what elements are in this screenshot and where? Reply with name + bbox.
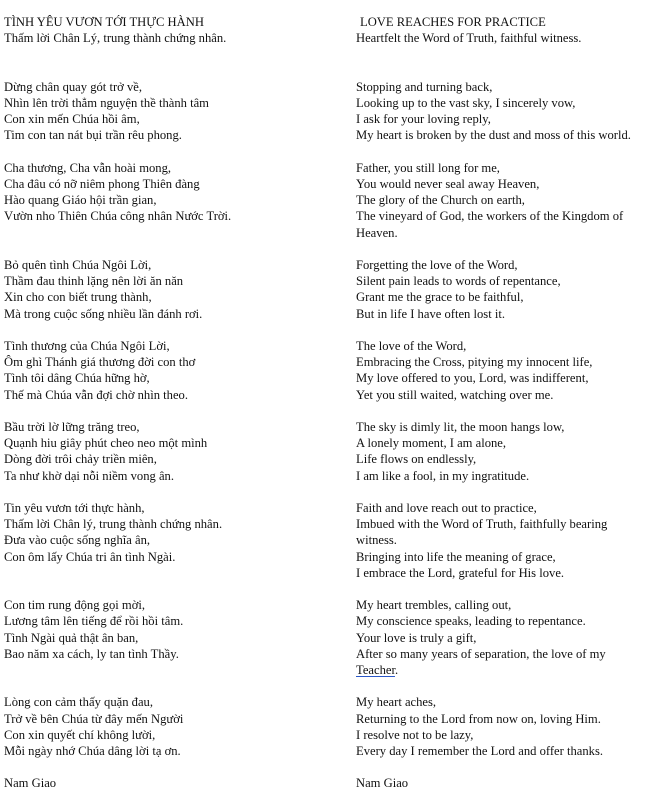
verse-line: My heart aches, bbox=[356, 695, 437, 710]
verse-line: My heart is broken by the dust and moss of this world. bbox=[356, 128, 631, 143]
verse-line: Stopping and turning back, bbox=[356, 79, 493, 94]
teacher-punct: . bbox=[394, 663, 399, 678]
verse-line: My love offered to you, Lord, was indifferent, bbox=[356, 371, 589, 386]
verse-line: The vineyard of God, the workers of the Kingdom of bbox=[356, 209, 624, 224]
verse-line: Bầu trời lờ lững trăng treo, bbox=[4, 420, 140, 434]
verse-line: Ta như khờ dại nỗi niềm vong ân. bbox=[4, 468, 174, 483]
verse-line: Embracing the Cross, pitying my innocent life, bbox=[356, 355, 593, 370]
verse-line: Dừng chân quay gót trở về, bbox=[4, 79, 142, 94]
vi-stanza-3 bbox=[4, 257, 344, 322]
verse-line: Mỗi ngày nhớ Chúa dâng lời tạ ơn. bbox=[4, 744, 181, 759]
en-stanza-2 bbox=[356, 160, 668, 241]
verse-line: Thầm đau thinh lặng nên lời ăn năn bbox=[4, 274, 184, 289]
verse-line: Thấm lời Chân lý, trung thành chứng nhân. bbox=[4, 517, 223, 532]
en-stanza-1 bbox=[356, 79, 668, 144]
verse-line: Con tim rung động gọi mời, bbox=[4, 598, 145, 613]
verse-line: Ôm ghì Thánh giá thương đời con thơ bbox=[4, 355, 196, 370]
verse-line: Your love is truly a gift, bbox=[356, 630, 477, 645]
verse-line: Heaven. bbox=[356, 225, 398, 240]
vi-stanza-1 bbox=[4, 79, 344, 144]
verse-line: My heart trembles, calling out, bbox=[356, 598, 512, 613]
verse-line: Silent pain leads to words of repentance, bbox=[356, 274, 561, 289]
verse-line: Forgetting the love of the Word, bbox=[356, 258, 518, 272]
vietnamese-column bbox=[4, 14, 344, 792]
verse-line: The sky is dimly lit, the moon hangs low, bbox=[356, 420, 565, 434]
verse-line: Tin yêu vươn tới thực hành, bbox=[4, 501, 145, 515]
verse-line: You would never seal away Heaven, bbox=[356, 177, 540, 191]
verse-line: Thế mà Chúa vẫn đợi chờ nhìn theo. bbox=[4, 387, 188, 402]
english-column bbox=[356, 14, 668, 792]
vi-stanza-2 bbox=[4, 160, 344, 225]
en-stanza-7 bbox=[356, 597, 668, 678]
verse-line: witness. bbox=[356, 533, 397, 548]
verse-line: Mà trong cuộc sống nhiều lần đánh rơi. bbox=[4, 306, 203, 321]
teacher-word: Teacher bbox=[356, 663, 395, 678]
en-stanza-4 bbox=[356, 338, 668, 403]
verse-line: Grant me the grace to be faithful, bbox=[356, 290, 524, 305]
verse-line: Dòng đời trôi chảy triền miên, bbox=[4, 452, 157, 467]
verse-line: Tình thương của Chúa Ngôi Lời, bbox=[4, 339, 170, 353]
verse-line: But in life I have often lost it. bbox=[356, 306, 505, 321]
verse-line: Lòng con cảm thấy quặn đau, bbox=[4, 695, 153, 710]
verse-line: Every day I remember the Lord and offer thanks. bbox=[356, 744, 603, 759]
en-title: LOVE REACHES FOR PRACTICE bbox=[360, 15, 546, 29]
en-stanza-8 bbox=[356, 694, 668, 759]
verse-line: Yet you still waited, watching over me. bbox=[356, 387, 554, 402]
verse-line: Xin cho con biết trung thành, bbox=[4, 290, 152, 305]
verse-line: Cha thương, Cha vẫn hoài mong, bbox=[4, 160, 172, 175]
verse-line: Đưa vào cuộc sống nghĩa ân, bbox=[4, 533, 151, 548]
en-stanza-3 bbox=[356, 257, 668, 322]
verse-line: I resolve not to be lazy, bbox=[356, 727, 474, 742]
vi-stanza-8 bbox=[4, 694, 344, 759]
vi-stanza-5 bbox=[4, 419, 344, 484]
verse-line: Bao năm xa cách, ly tan tình Thầy. bbox=[4, 646, 179, 661]
en-stanza-5 bbox=[356, 419, 668, 484]
verse-line: Tình Ngài quả thật ân ban, bbox=[4, 630, 139, 645]
verse-line: Tình tôi dâng Chúa hững hờ, bbox=[4, 371, 150, 386]
verse-line: The glory of the Church on earth, bbox=[356, 193, 525, 208]
verse-line: Con xin quyết chí không lười, bbox=[4, 727, 156, 742]
verse-line: The love of the Word, bbox=[356, 339, 467, 353]
vi-title: TÌNH YÊU VƯƠN TỚI THỰC HÀNH bbox=[4, 15, 204, 29]
verse-line: A lonely moment, I am alone, bbox=[356, 436, 507, 451]
verse-line: Con xin mến Chúa hồi âm, bbox=[4, 112, 140, 127]
verse-line: My conscience speaks, leading to repentance. bbox=[356, 614, 586, 629]
verse-line: Quạnh hiu giây phút cheo neo một mình bbox=[4, 436, 208, 451]
verse-line: I embrace the Lord, grateful for His love. bbox=[356, 565, 565, 580]
verse-line: Father, you still long for me, bbox=[356, 160, 500, 175]
en-stanza-6 bbox=[356, 500, 668, 581]
verse-line: Con ôm lấy Chúa tri ân tình Ngài. bbox=[4, 549, 176, 564]
vi-stanza-4 bbox=[4, 338, 344, 403]
verse-line: Nhìn lên trời thẳm nguyện thề thành tâm bbox=[4, 96, 209, 110]
verse-line: After so many years of separation, the love of my bbox=[356, 646, 606, 661]
en-author: Nam Giao bbox=[356, 776, 409, 791]
vi-subtitle: Thấm lời Chân Lý, trung thành chứng nhân. bbox=[4, 31, 227, 46]
verse-line: Tim con tan nát bụi trần rêu phong. bbox=[4, 128, 182, 143]
verse-line: Lương tâm lên tiếng để rồi hồi tâm. bbox=[4, 614, 184, 629]
verse-line: Faith and love reach out to practice, bbox=[356, 501, 537, 515]
verse-line-teacher bbox=[356, 662, 668, 678]
verse-line: Imbued with the Word of Truth, faithfully bearing bbox=[356, 517, 608, 532]
verse-line: Life flows on endlessly, bbox=[356, 452, 477, 467]
verse-line: Looking up to the vast sky, I sincerely vow, bbox=[356, 96, 576, 110]
vi-author: Nam Giao bbox=[4, 776, 57, 791]
verse-line: Trở về bên Chúa từ đây mến Người bbox=[4, 711, 184, 726]
verse-line: Bỏ quên tình Chúa Ngôi Lời, bbox=[4, 258, 152, 272]
verse-line: Returning to the Lord from now on, loving Him. bbox=[356, 711, 601, 726]
verse-line: Cha đâu có nỡ niêm phong Thiên đàng bbox=[4, 177, 200, 191]
vi-stanza-7 bbox=[4, 597, 344, 662]
en-subtitle: Heartfelt the Word of Truth, faithful witness. bbox=[356, 31, 582, 46]
verse-line: Bringing into life the meaning of grace, bbox=[356, 549, 556, 564]
verse-line: Hào quang Giáo hội trần gian, bbox=[4, 193, 157, 208]
verse-line: I ask for your loving reply, bbox=[356, 112, 491, 127]
verse-line: Vườn nho Thiên Chúa công nhân Nước Trời. bbox=[4, 209, 232, 224]
verse-line: I am like a fool, in my ingratitude. bbox=[356, 468, 530, 483]
vi-stanza-6 bbox=[4, 500, 344, 565]
